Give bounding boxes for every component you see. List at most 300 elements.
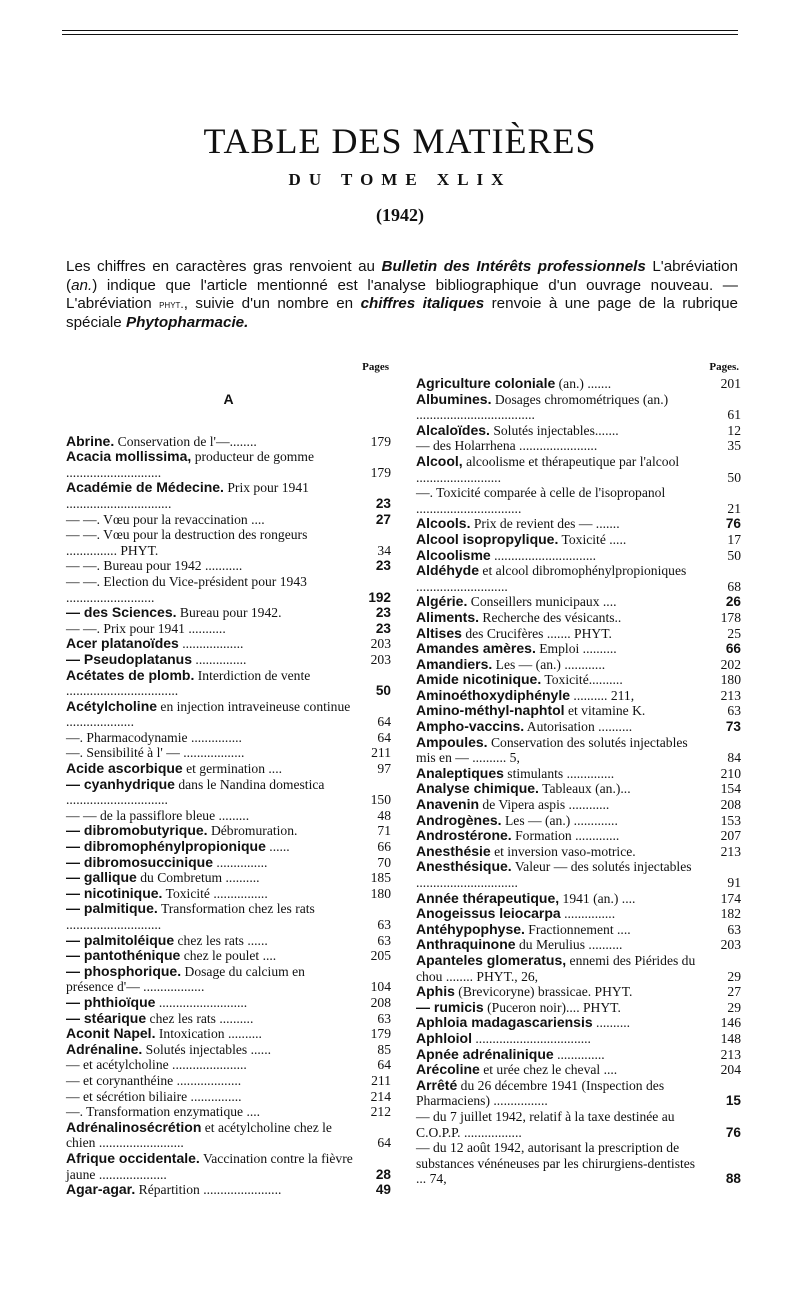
index-entry-text: [416, 626, 705, 642]
index-entry-page: 34: [377, 542, 391, 558]
index-entry-detail: — des Holarrhena .......................: [416, 438, 598, 454]
index-entry-text: [66, 1026, 355, 1042]
index-entry-text: [66, 1089, 355, 1105]
index-entry-page: 63: [377, 932, 391, 948]
index-entry-heading: — dibromosuccinique: [66, 853, 214, 870]
index-entry-detail: Transformation chez les rats ............................: [66, 901, 315, 932]
index-entry-page: 208: [720, 797, 741, 813]
index-entry-page: 203: [370, 651, 391, 667]
index-entry-detail: Répartition .......................: [135, 1182, 282, 1198]
index-entry: [416, 548, 741, 564]
index-entry-text: [66, 1104, 355, 1120]
index-entry-page: 17: [727, 531, 741, 547]
index-entry-heading: Androgènes.: [416, 811, 502, 828]
index-entry-detail: — —. Vœu pour la destruction des rongeurs ............... PHYT.: [66, 527, 308, 558]
index-entry-detail: .......... 211,: [570, 687, 635, 703]
index-entry-page: 64: [377, 714, 391, 730]
index-entry-detail: ..................................: [472, 1030, 591, 1046]
index-entry: [66, 1120, 391, 1151]
index-entry-text: [416, 485, 705, 516]
index-entry-text: [66, 948, 355, 964]
index-entry: [66, 668, 391, 699]
index-entry-detail: (an.) .......: [555, 376, 612, 391]
index-entry-text: [66, 527, 355, 558]
index-entry: [416, 688, 741, 704]
index-entry-text: [66, 839, 355, 855]
index-entry-detail: Tableaux (an.)...: [538, 781, 631, 797]
index-entry: [416, 1047, 741, 1063]
index-entry-text: [66, 574, 355, 605]
index-entry: [416, 1015, 741, 1031]
index-entry: [66, 605, 391, 621]
index-entry-heading: Arécoline: [416, 1061, 480, 1078]
index-entry-page: 76: [725, 516, 741, 532]
index-entry-text: [416, 516, 705, 532]
index-entry-text: [66, 512, 355, 528]
index-entry: [66, 855, 391, 871]
index-entry-page: 12: [727, 422, 741, 438]
index-entry-page: 178: [720, 609, 741, 625]
index-entry-page: 207: [720, 828, 741, 844]
index-entry-text: [416, 641, 705, 657]
index-entry-heading: Aldéhyde: [416, 562, 480, 579]
index-entry-detail: Prix pour 1941 ...............................: [66, 480, 309, 511]
index-entry-page: 23: [375, 558, 391, 574]
index-entry-page: 61: [727, 407, 741, 423]
index-entry-page: 23: [375, 620, 391, 636]
index-entry-heading: — stéarique: [66, 1009, 147, 1026]
index-entry-page: 29: [727, 968, 741, 984]
index-entry-detail: et inversion vaso-motrice.: [490, 843, 636, 859]
index-entry-detail: Solutés injectables ......: [142, 1041, 271, 1057]
index-entry-text: [66, 823, 355, 839]
index-entry-detail: Autorisation ..........: [524, 719, 633, 735]
index-entry-heading: Acétylcholine: [66, 697, 158, 714]
intro-bulletin-ref: Bulletin des Intérêts professionnels: [381, 258, 646, 275]
index-entry-heading: Amino-méthyl-naphtol: [416, 702, 565, 719]
intro-text-1: Les chiffres en caractères gras renvoient au: [66, 258, 382, 275]
index-entry-detail: Conservation de l'—........: [114, 433, 257, 449]
index-entry: [66, 636, 391, 652]
index-entry-text: [416, 953, 705, 984]
index-entry-detail: chez les rats ......: [174, 932, 268, 948]
index-entry-detail: ...............: [213, 854, 268, 870]
index-entry-page: 174: [720, 890, 741, 906]
index-entry-detail: ..............................: [490, 547, 597, 563]
index-entry: [66, 1151, 391, 1182]
index-entry-heading: Anavenin: [416, 796, 480, 813]
index-entry-page: 192: [368, 589, 391, 605]
index-entry-page: 64: [377, 1135, 391, 1151]
index-entry-heading: Aphloia madagascariensis: [416, 1014, 593, 1031]
index-entry: [416, 454, 741, 485]
index-entry-detail: Recherche des vésicants..: [479, 609, 622, 625]
index-entry-heading: Adrénalinosécrétion: [66, 1118, 202, 1135]
index-entry-heading: Amandiers.: [416, 655, 493, 672]
index-entry: [416, 719, 741, 735]
index-entry-page: 26: [725, 594, 741, 610]
index-entry-detail: ...............: [560, 906, 616, 922]
index-entry-detail: et vitamine K.: [564, 703, 646, 719]
index-entry: [416, 906, 741, 922]
index-entry-detail: Formation .............: [511, 828, 620, 844]
index-entry-page: 85: [377, 1041, 391, 1057]
index-entry-text: [416, 844, 705, 860]
index-entry-page: 211: [371, 745, 391, 761]
index-entry-detail: — et acétylcholine ......................: [66, 1057, 247, 1073]
index-entry-detail: dans le Nandina domestica ..............................: [66, 776, 325, 808]
index-entry-page: 84: [727, 750, 741, 766]
index-entry-page: 179: [370, 1026, 391, 1042]
index-entry-text: [416, 781, 705, 797]
index-entry-heading: — rumicis: [416, 998, 484, 1015]
index-entry-page: 204: [720, 1062, 741, 1078]
index-entry-text: [416, 1047, 705, 1063]
index-entry-text: [416, 937, 705, 953]
index-entry: [66, 730, 391, 746]
top-rule-2: [62, 34, 738, 35]
index-entry: [66, 1104, 391, 1120]
index-entry-detail: Toxicité .....: [558, 531, 627, 547]
index-entry-text: [66, 1182, 355, 1198]
index-entry: [416, 937, 741, 953]
index-entry-text: [416, 1140, 705, 1187]
intro-an-abbrev: an.: [71, 276, 93, 294]
index-entry-text: [416, 922, 705, 938]
index-entry-text: [416, 891, 705, 907]
intro-phytopharmacie: Phytopharmacie.: [125, 313, 249, 331]
index-entry-text: [66, 1120, 355, 1151]
index-entry-detail: en injection intraveineuse continue ....................: [66, 698, 351, 730]
index-entry-page: 208: [370, 994, 391, 1010]
index-entry-detail: — et sécrétion biliaire ...............: [66, 1088, 242, 1104]
index-entry: [416, 610, 741, 626]
index-entry: [416, 485, 741, 516]
index-entry-detail: Intoxication ..........: [155, 1026, 262, 1042]
intro-text-4: , suivie d'un nombre en: [183, 295, 361, 313]
index-entry-text: [416, 610, 705, 626]
index-entry-page: 211: [371, 1072, 391, 1088]
index-entry-heading: Alcool,: [416, 452, 463, 469]
index-entry-text: [66, 605, 355, 621]
index-entry: [416, 641, 741, 657]
index-entry-text: [416, 548, 705, 564]
index-entry-page: 64: [377, 1057, 391, 1073]
index-entry-heading: — pantothénique: [66, 947, 181, 964]
index-entry-heading: Anthraquinone: [416, 936, 516, 953]
index-entry-page: 23: [375, 605, 391, 621]
index-entry: [416, 563, 741, 594]
index-entry-detail: — et corynanthéine ...................: [66, 1072, 242, 1088]
index-entry-page: 15: [725, 1093, 741, 1109]
index-entry-detail: (Puceron noir).... PHYT.: [483, 999, 621, 1015]
index-entry-heading: Alcoolisme: [416, 546, 491, 563]
index-entry-heading: Anogeissus leiocarpa: [416, 905, 561, 922]
index-entry: [416, 1140, 741, 1187]
index-entry-heading: — cyanhydrique: [66, 775, 175, 792]
index-entry-text: [416, 594, 705, 610]
index-entry-text: [66, 558, 355, 574]
intro-text-2: L'abréviation (: [66, 258, 738, 294]
index-entry: [66, 574, 391, 605]
index-entry-detail: Débromuration.: [207, 823, 298, 839]
intro-text-5: renvoie à une page de la rubrique spéciale: [66, 295, 738, 331]
index-entry-page: 213: [720, 1046, 741, 1062]
index-entry-heading: Alcools.: [416, 515, 471, 532]
index-entry-heading: — phthioïque: [66, 993, 156, 1010]
index-entry-detail: des Crucifères ....... PHYT.: [461, 625, 612, 641]
index-entry-heading: Acacia mollissima,: [66, 448, 192, 465]
index-entry-text: [416, 828, 705, 844]
index-entry: [66, 527, 391, 558]
volume-subtitle: DU TOME XLIX: [288, 170, 512, 189]
index-entry-detail: Vaccination contre la fièvre jaune ....................: [66, 1150, 353, 1182]
index-entry-page: 210: [720, 765, 741, 781]
index-entry-detail: ..............: [553, 1046, 605, 1062]
index-entry: [416, 672, 741, 688]
index-entry-text: [66, 480, 355, 511]
index-entry-text: [416, 797, 705, 813]
index-entry-heading: Arrêté: [416, 1076, 458, 1093]
index-entry-heading: — Pseudoplatanus: [66, 650, 193, 667]
index-entry-detail: (Brevicoryne) brassicae. PHYT.: [454, 984, 633, 1000]
index-entry-heading: Abrine.: [66, 432, 115, 449]
index-entry-heading: Adrénaline.: [66, 1040, 143, 1057]
index-entry-page: 50: [375, 683, 391, 699]
index-entry-heading: Alcool isopropylique.: [416, 530, 559, 547]
index-entry: [66, 948, 391, 964]
index-entry-text: [416, 859, 705, 890]
index-entry-page: 213: [720, 843, 741, 859]
index-entry-text: [416, 532, 705, 548]
index-entry-page: 29: [727, 999, 741, 1015]
index-entry-page: 179: [370, 464, 391, 480]
index-entry: [66, 839, 391, 855]
index-entry: [416, 626, 741, 642]
index-entry: [66, 901, 391, 932]
index-entry: [66, 449, 391, 480]
index-entry-page: 66: [377, 839, 391, 855]
index-entry-detail: Dosage du calcium en présence d'— ..................: [66, 963, 305, 995]
index-entry: [66, 558, 391, 574]
index-entry-page: 23: [375, 495, 391, 511]
index-entry-detail: — —. Vœu pour la revaccination ....: [66, 511, 265, 527]
index-entry-detail: ......: [265, 839, 290, 855]
index-entry: [416, 392, 741, 423]
index-entry-heading: Aconit Napel.: [66, 1025, 156, 1042]
index-entry-page: 185: [370, 870, 391, 886]
index-entry-page: 201: [720, 376, 741, 391]
index-entry: [66, 761, 391, 777]
index-entry-detail: et germination ....: [182, 761, 282, 777]
index-entry: [416, 953, 741, 984]
index-entry: [416, 891, 741, 907]
page-title: TABLE DES MATIÈRES: [203, 121, 597, 161]
index-entry-text: [416, 735, 705, 766]
index-entry-detail: producteur de gomme ............................: [66, 449, 314, 480]
index-entry-detail: Toxicité ................: [162, 885, 268, 901]
index-entry-text: [66, 933, 355, 949]
index-entry-detail: —. Transformation enzymatique ....: [66, 1104, 261, 1120]
index-entry: [66, 933, 391, 949]
index-entry: [416, 828, 741, 844]
index-entry-detail: ennemi des Piérides du chou ........ PHYT., 26,: [416, 952, 696, 984]
index-entry-text: [66, 652, 355, 668]
index-entry-detail: — —. Bureau pour 1942 ...........: [66, 558, 243, 574]
index-entry-text: [66, 621, 355, 637]
index-entry-text: [416, 454, 705, 485]
index-entry-heading: Amide nicotinique.: [416, 671, 542, 688]
entries-left: [66, 434, 391, 1198]
index-entry-page: 63: [377, 1010, 391, 1026]
index-entry-page: 70: [377, 854, 391, 870]
entries-right: [416, 376, 741, 1187]
index-entry-heading: Acer platanoïdes: [66, 635, 179, 652]
index-entry-page: 150: [370, 792, 391, 808]
index-entry-detail: — —. Prix pour 1941 ...........: [66, 620, 226, 636]
index-entry-heading: — palmitoléique: [66, 931, 175, 948]
index-entry-detail: — — de la passiflore bleue .........: [66, 807, 250, 823]
index-entry-page: 214: [370, 1088, 391, 1104]
index-entry: [66, 964, 391, 995]
index-entry-text: [66, 886, 355, 902]
index-entry-detail: —. Toxicité comparée à celle de l'isopropanol ...............................: [416, 485, 666, 516]
index-entry-detail: Toxicité..........: [541, 672, 623, 688]
index-entry-heading: — phosphorique.: [66, 962, 182, 979]
index-entry-page: 25: [727, 625, 741, 641]
index-entry: [416, 813, 741, 829]
index-entry-detail: stimulants ..............: [503, 765, 615, 781]
index-entry-heading: Alcaloïdes.: [416, 421, 490, 438]
index-entry: [416, 594, 741, 610]
index-entry-text: [416, 719, 705, 735]
index-entry-detail: Prix de revient des — .......: [470, 516, 620, 532]
index-entry-page: 21: [727, 500, 741, 516]
index-entry-text: [416, 1000, 705, 1016]
intro-phyt-abbrev: phyt.: [159, 297, 184, 312]
index-entry-detail: ..........: [592, 1015, 631, 1031]
index-entry: [416, 376, 741, 392]
index-entry-text: [416, 984, 705, 1000]
index-entry-heading: Anesthésie: [416, 842, 491, 859]
index-entry-heading: Albumines.: [416, 390, 492, 407]
index-entry: [416, 984, 741, 1000]
index-entry-page: 182: [720, 906, 741, 922]
index-entry-page: 76: [725, 1124, 741, 1140]
index-entry-detail: — du 7 juillet 1942, relatif à la taxe destinée au C.O.P.P. .................: [416, 1108, 675, 1140]
index-entry-detail: 1941 (an.) ....: [559, 890, 636, 906]
index-entry-text: [66, 449, 355, 480]
index-entry-page: 35: [727, 438, 741, 454]
index-entry-page: 50: [727, 547, 741, 563]
top-rule-1: [62, 30, 738, 31]
index-entry-detail: Bureau pour 1942.: [176, 605, 282, 621]
index-entry-heading: Acide ascorbique: [66, 760, 183, 777]
index-entry-text: [416, 1078, 705, 1109]
index-entry: [66, 1011, 391, 1027]
index-entry-text: [66, 855, 355, 871]
volume-year: (1942): [376, 205, 424, 225]
index-entry: [66, 777, 391, 808]
index-entry: [66, 1057, 391, 1073]
index-entry: [416, 438, 741, 454]
index-entry: [66, 1089, 391, 1105]
index-entry-text: [66, 1042, 355, 1058]
index-entry: [416, 532, 741, 548]
index-entry-text: [416, 376, 705, 392]
index-entry-heading: Algérie.: [416, 593, 468, 610]
index-entry-text: [66, 730, 355, 746]
index-entry-detail: chez le poulet ....: [180, 948, 277, 964]
index-entry: [416, 844, 741, 860]
index-entry-page: 63: [727, 921, 741, 937]
intro-paragraph: [66, 258, 738, 332]
index-entry: [416, 781, 741, 797]
index-entry-text: [416, 906, 705, 922]
index-entry: [416, 735, 741, 766]
index-entry-page: 73: [725, 719, 741, 735]
index-entry-page: 91: [727, 875, 741, 890]
index-entry-heading: Antéhypophyse.: [416, 920, 525, 937]
index-entry-detail: Valeur — des solutés injectables ..............................: [416, 859, 692, 890]
index-entry-text: [416, 438, 705, 454]
index-entry-detail: et urée chez le cheval ....: [479, 1062, 618, 1078]
index-entry-detail: ...............: [192, 651, 247, 667]
index-entry: [66, 870, 391, 886]
index-entry: [66, 480, 391, 511]
index-entry-text: [416, 657, 705, 673]
index-entry-heading: Androstérone.: [416, 827, 512, 844]
index-entry-detail: Conservation des solutés injectables mis en — .......... 5,: [416, 734, 688, 766]
index-entry: [416, 1109, 741, 1140]
index-entry-page: 146: [720, 1015, 741, 1031]
index-entry-heading: Agriculture coloniale: [416, 375, 556, 391]
index-entry-heading: — palmitique.: [66, 900, 158, 917]
index-entry-heading: Aminoéthoxydiphényle: [416, 686, 571, 703]
index-entry-text: [66, 901, 355, 932]
index-entry-heading: — des Sciences.: [66, 604, 177, 621]
index-entry-page: 66: [725, 641, 741, 657]
index-entry-detail: alcoolisme et thérapeutique par l'alcool .........................: [416, 453, 680, 485]
index-entry-detail: Interdiction de vente .................................: [66, 667, 311, 699]
index-column-right: [416, 360, 741, 1187]
index-entry-text: [416, 813, 705, 829]
index-entry-text: [66, 1151, 355, 1182]
index-entry-heading: Afrique occidentale.: [66, 1149, 200, 1166]
index-entry: [416, 703, 741, 719]
index-entry-detail: ..........................: [155, 994, 248, 1010]
index-entry: [66, 1073, 391, 1089]
index-entry-page: 205: [370, 948, 391, 964]
index-entry: [416, 797, 741, 813]
index-entry-page: 27: [375, 511, 391, 527]
index-entry-text: [66, 777, 355, 808]
index-entry-detail: chez les rats ..........: [146, 1010, 254, 1026]
index-entry-text: [66, 964, 355, 995]
index-entry-page: 213: [720, 687, 741, 703]
index-entry-detail: du Merulius ..........: [515, 937, 623, 953]
index-entry: [66, 995, 391, 1011]
index-entry: [416, 1062, 741, 1078]
index-entry-text: [66, 699, 355, 730]
index-entry-page: 27: [727, 984, 741, 1000]
index-entry-heading: Aphloiol: [416, 1029, 472, 1046]
index-entry-text: [416, 392, 705, 423]
index-entry-heading: Ampho-vaccins.: [416, 718, 525, 735]
index-entry-text: [416, 1062, 705, 1078]
index-entry-heading: Apnée adrénalinique: [416, 1045, 554, 1062]
index-entry-page: 203: [720, 937, 741, 953]
